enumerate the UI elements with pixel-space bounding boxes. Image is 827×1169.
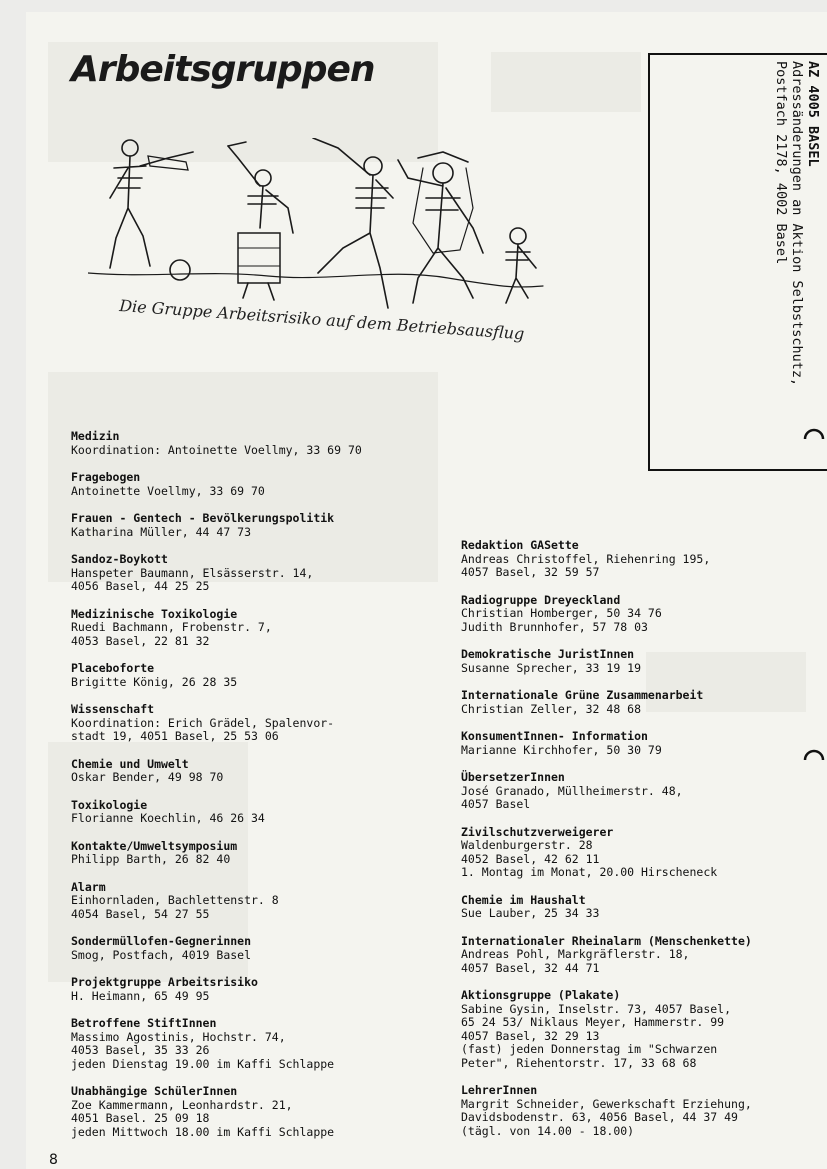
group-entry: [71, 799, 451, 826]
group-entry: [71, 430, 451, 457]
group-title: Aktionsgruppe (Plakate): [461, 988, 621, 1002]
group-entry: [71, 1017, 451, 1071]
group-title: Sandoz-Boykott: [71, 552, 168, 566]
group-contact-line: Davidsbodenstr. 63, 4056 Basel, 44 37 49: [461, 1110, 738, 1124]
group-contact-line: jeden Dienstag 19.00 im Kaffi Schlappe: [71, 1056, 335, 1071]
group-title: ÜbersetzerInnen: [461, 770, 565, 784]
group-contact-line: Ruedi Bachmann, Frobenstr. 7,: [71, 620, 272, 634]
skull-figure: [170, 260, 190, 280]
illustration-caption: Die Gruppe Arbeitsrisiko auf dem Betriebsausflug: [118, 296, 525, 344]
group-title: Placeboforte: [71, 661, 155, 675]
group-contact-line: Philipp Barth, 26 82 40: [71, 852, 231, 866]
group-contact-line: Brigitte König, 26 28 35: [71, 674, 238, 689]
group-entry: [71, 758, 451, 785]
page-title: Arbeitsgruppen: [71, 49, 375, 90]
group-title: Internationale Grüne Zusammenarbeit: [461, 688, 704, 702]
group-title: Medizin: [71, 429, 120, 443]
skeleton-barrel-figure: [228, 142, 293, 300]
group-title: Betroffene StiftInnen: [71, 1016, 217, 1030]
group-contact-line: Zoe Kammermann, Leonhardstr. 21,: [71, 1097, 293, 1112]
left-column: [71, 430, 451, 1153]
group-entry: [71, 512, 451, 539]
group-title: LehrerInnen: [461, 1083, 538, 1097]
group-entry: [71, 976, 451, 1003]
group-contact-line: 4053 Basel, 22 81 32: [71, 633, 210, 648]
group-entry: [71, 935, 451, 962]
group-contact-line: Antoinette Voellmy, 33 69 70: [71, 483, 265, 498]
group-contact-line: Oskar Bender, 49 98 70: [71, 770, 224, 784]
skeleton-small-figure: [506, 228, 536, 303]
group-title: Wissenschaft: [71, 702, 155, 716]
group-contact-line: 4051 Basel. 25 09 18: [71, 1111, 210, 1125]
group-entry: [461, 539, 827, 580]
group-entry: [461, 894, 827, 921]
right-column: [461, 539, 827, 1152]
group-contact-line: Christian Homberger, 50 34 76: [461, 606, 662, 620]
skeleton-dancer-figure: [313, 138, 393, 308]
bleed-through-block: [491, 52, 641, 112]
address-text: [773, 61, 821, 386]
group-entry: [461, 826, 827, 880]
group-entry: [461, 771, 827, 812]
group-contact-line: 4056 Basel, 44 25 25: [71, 579, 210, 593]
group-contact-line: Koordination: Antoinette Voellmy, 33 69 70: [71, 442, 362, 457]
skeleton-hooded-figure: [398, 152, 483, 303]
group-entry: [71, 662, 451, 689]
group-entry: [461, 989, 827, 1070]
group-contact-line: Sue Lauber, 25 34 33: [461, 906, 600, 920]
group-contact-line: Marianne Kirchhofer, 50 30 79: [461, 742, 662, 757]
group-title: Unabhängige SchülerInnen: [71, 1084, 238, 1098]
group-title: Demokratische JuristInnen: [461, 647, 635, 661]
group-contact-line: H. Heimann, 65 49 95: [71, 988, 210, 1003]
group-contact-line: Sabine Gysin, Inselstr. 73, 4057 Basel,: [461, 1001, 732, 1016]
group-contact-line: Hanspeter Baumann, Elsässerstr. 14,: [71, 565, 314, 580]
postal-code-line: AZ 4005 BASEL: [805, 61, 821, 167]
group-contact-line: Koordination: Erich Grädel, Spalenvor-: [71, 715, 335, 730]
group-contact-line: 4057 Basel, 32 29 13: [461, 1028, 600, 1043]
group-contact-line: Margrit Schneider, Gewerkschaft Erziehung,: [461, 1096, 752, 1111]
group-contact-line: 65 24 53/ Niklaus Meyer, Hammerstr. 99: [461, 1015, 725, 1029]
group-entry: [71, 1085, 451, 1139]
group-contact-line: 4053 Basel, 35 33 26: [71, 1043, 210, 1057]
group-contact-line: jeden Mittwoch 18.00 im Kaffi Schlappe: [71, 1124, 335, 1139]
punch-hole-icon: [803, 421, 825, 443]
po-box-line: Postfach 2178, 4002 Basel: [773, 61, 789, 265]
group-contact-line: Katharina Müller, 44 47 73: [71, 524, 252, 539]
group-contact-line: Andreas Christoffel, Riehenring 195,: [461, 551, 711, 566]
group-entry: [461, 689, 827, 716]
group-contact-line: Andreas Pohl, Markgräflerstr. 18,: [461, 947, 690, 961]
group-contact-line: Florianne Koechlin, 46 26 34: [71, 811, 265, 825]
group-title: Redaktion GASette: [461, 538, 579, 552]
group-contact-line: Smog, Postfach, 4019 Basel: [71, 947, 252, 962]
group-contact-line: 4057 Basel, 32 59 57: [461, 565, 600, 579]
group-entry: [71, 703, 451, 744]
group-entry: [461, 594, 827, 635]
skeleton-fiddler-figure: [110, 140, 193, 268]
address-box: [648, 53, 827, 471]
group-title: Chemie im Haushalt: [461, 892, 586, 907]
group-title: Projektgruppe Arbeitsrisiko: [71, 975, 258, 989]
group-title: Frauen - Gentech - Bevölkerungspolitik: [71, 511, 335, 525]
group-title: Medizinische Toxikologie: [71, 606, 238, 621]
group-entry: [71, 553, 451, 594]
group-contact-line: Einhornladen, Bachlettenstr. 8: [71, 893, 279, 907]
group-title: Chemie und Umwelt: [71, 756, 189, 771]
group-contact-line: Peter", Riehentorstr. 17, 33 68 68: [461, 1055, 697, 1070]
group-entry: [71, 840, 451, 867]
group-title: Toxikologie: [71, 797, 148, 812]
group-contact-line: 4054 Basel, 54 27 55: [71, 906, 210, 921]
group-title: Kontakte/Umweltsymposium: [71, 838, 238, 853]
group-contact-line: Christian Zeller, 32 48 68: [461, 701, 642, 716]
group-entry: [71, 608, 451, 649]
group-contact-line: Massimo Agostinis, Hochstr. 74,: [71, 1029, 286, 1044]
group-contact-line: (tägl. von 14.00 - 18.00): [461, 1123, 635, 1138]
group-entry: [461, 935, 827, 976]
group-entry: [461, 648, 827, 675]
address-change-line: Adressänderungen an Aktion Selbstschutz,: [789, 61, 805, 387]
group-entry: [71, 471, 451, 498]
group-contact-line: Waldenburgerstr. 28: [461, 838, 593, 852]
group-title: Internationaler Rheinalarm (Menschenkette): [461, 933, 752, 948]
group-contact-line: Judith Brunnhofer, 57 78 03: [461, 619, 648, 634]
group-contact-line: 4057 Basel: [461, 797, 531, 811]
group-contact-line: Susanne Sprecher, 33 19 19: [461, 660, 642, 675]
group-title: Radiogruppe Dreyeckland: [461, 592, 621, 607]
group-contact-line: José Granado, Müllheimerstr. 48,: [461, 783, 683, 798]
group-contact-line: 4052 Basel, 42 62 11: [461, 851, 600, 866]
group-title: Fragebogen: [71, 470, 141, 484]
group-contact-line: 4057 Basel, 32 44 71: [461, 960, 600, 975]
group-contact-line: (fast) jeden Donnerstag im "Schwarzen: [461, 1042, 718, 1056]
group-title: KonsumentInnen- Information: [461, 729, 648, 743]
group-entry: [461, 730, 827, 757]
group-contact-line: stadt 19, 4051 Basel, 25 53 06: [71, 729, 279, 743]
group-contact-line: 1. Montag im Monat, 20.00 Hirscheneck: [461, 865, 718, 879]
group-entry: [71, 881, 451, 922]
group-entry: [461, 1084, 827, 1138]
group-title: Sondermüllofen-Gegnerinnen: [71, 934, 252, 948]
group-title: Alarm: [71, 879, 106, 894]
group-title: Zivilschutzverweigerer: [461, 824, 614, 839]
page-number: 8: [49, 1152, 58, 1168]
